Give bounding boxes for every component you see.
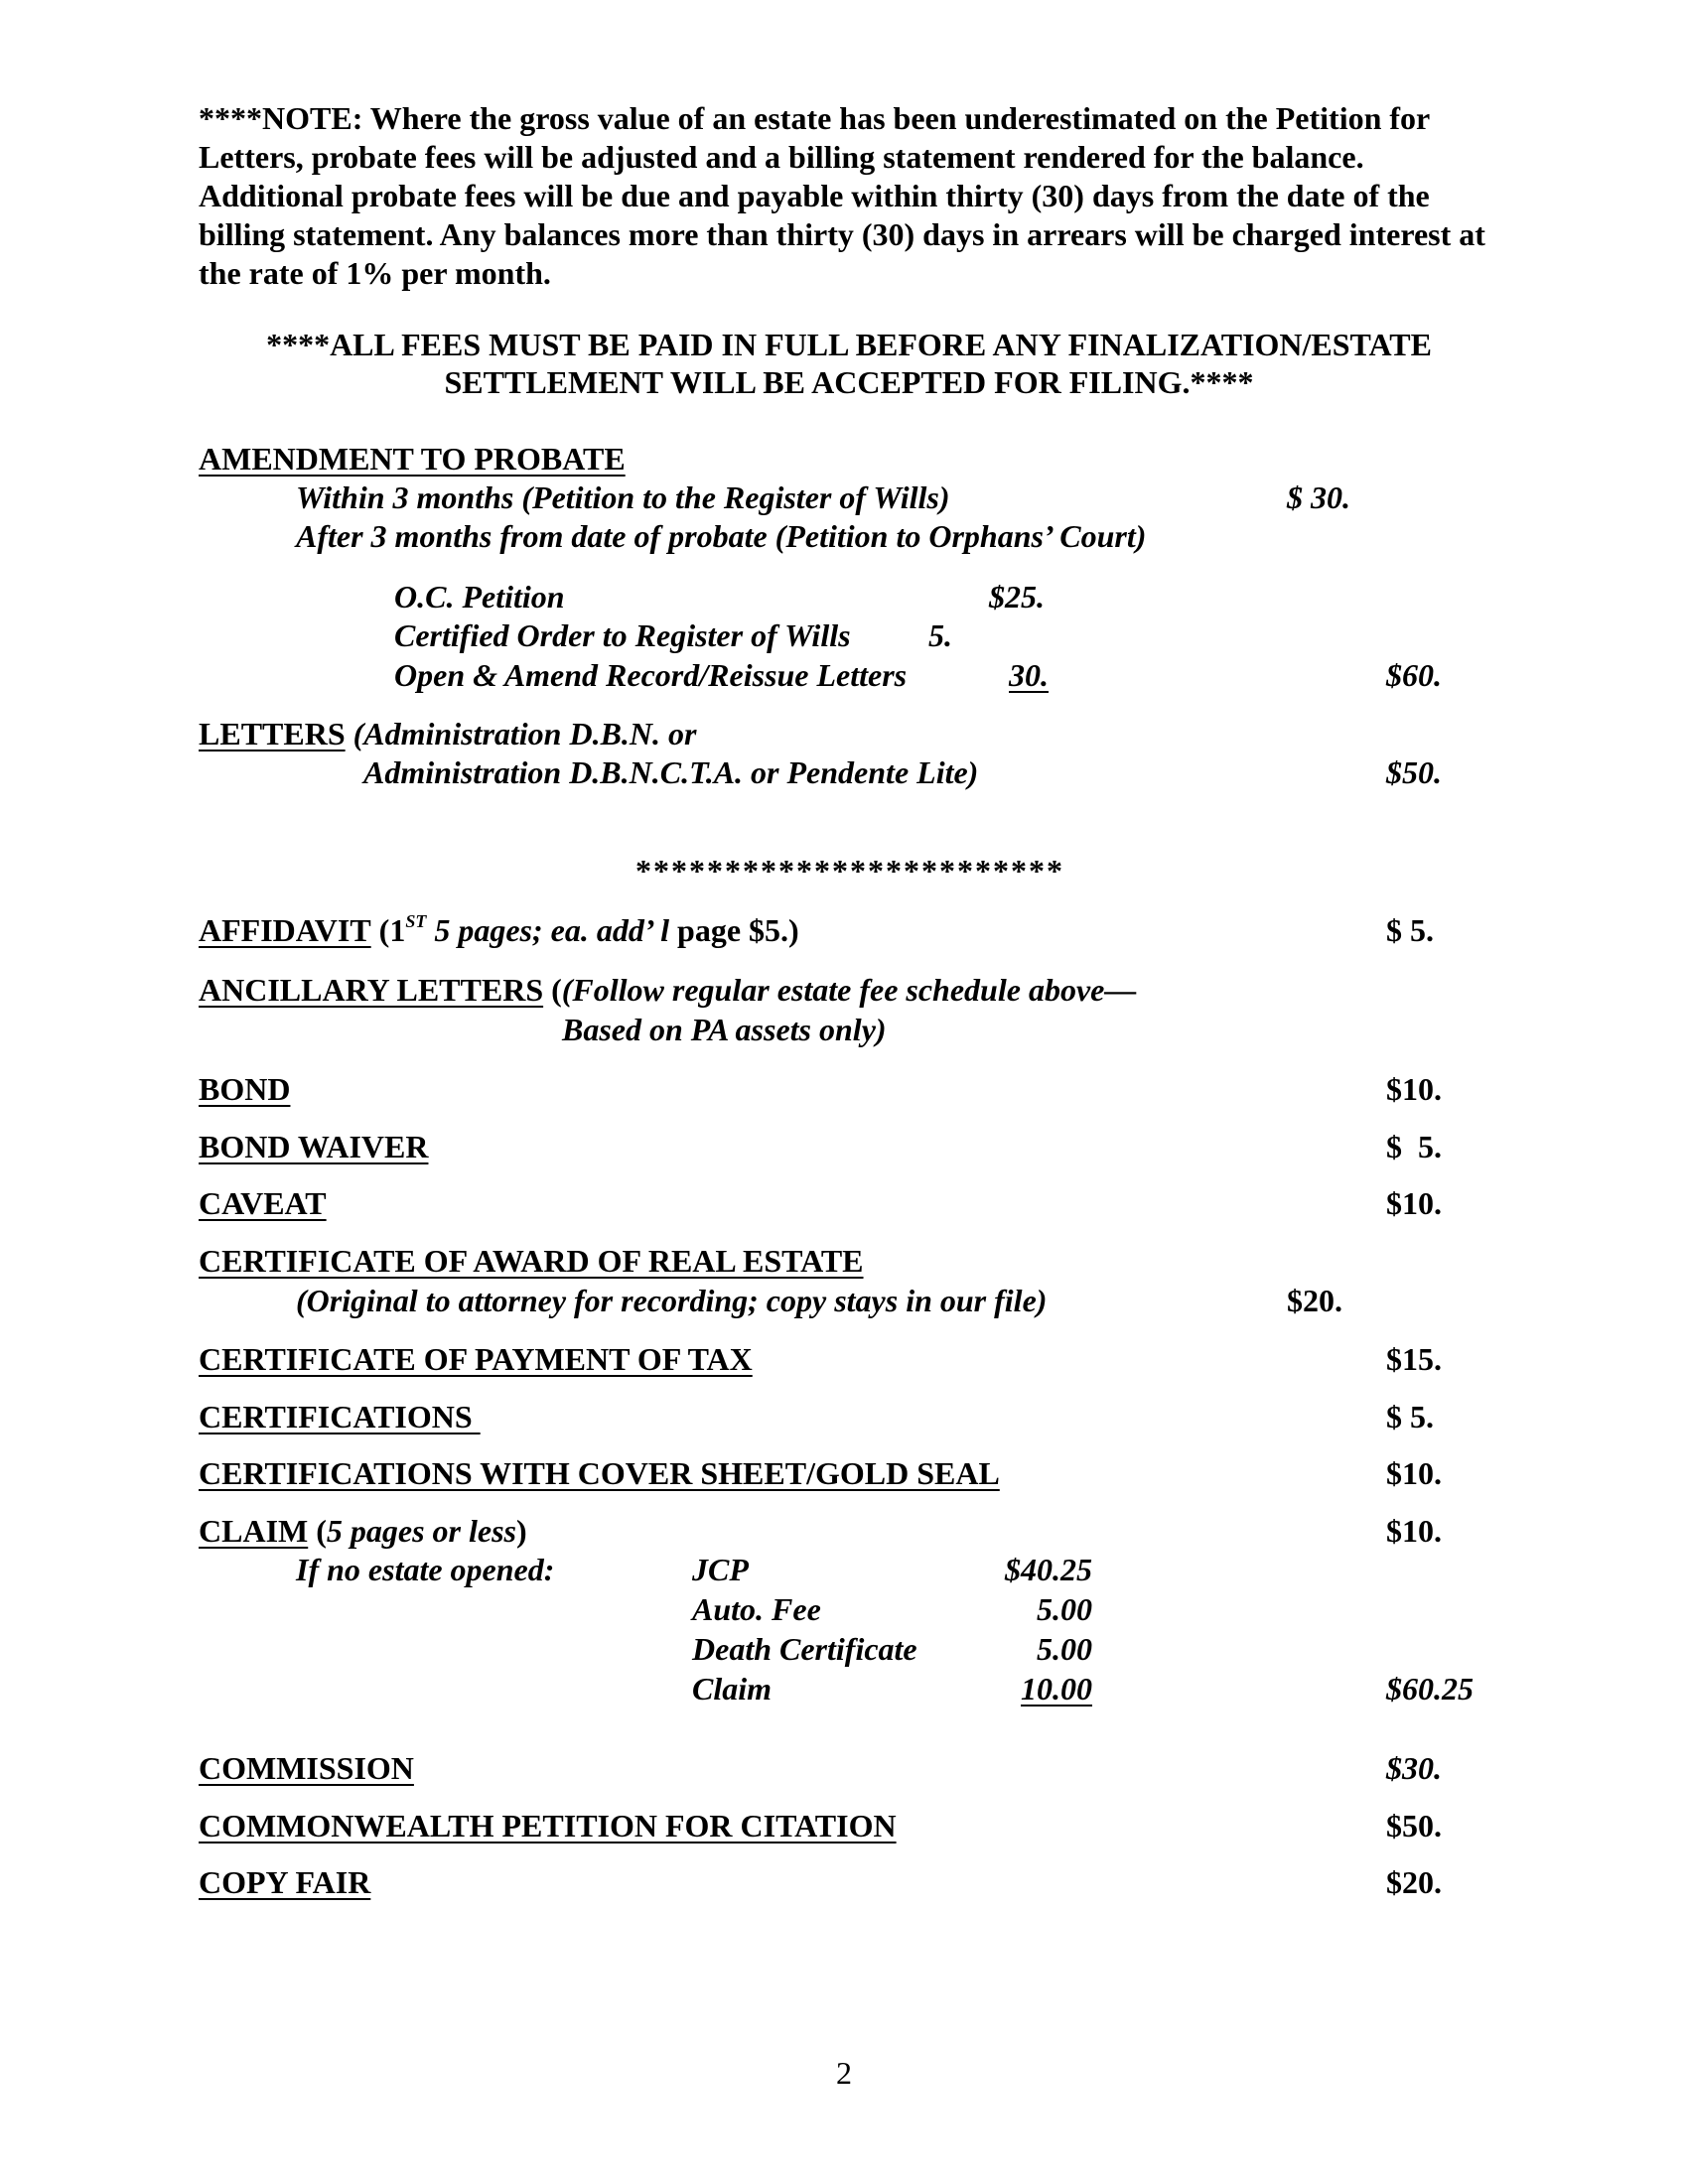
- commonwealth-petition-label: COMMONWEALTH PETITION FOR CITATION: [199, 1808, 897, 1843]
- ancillary-line-2: Based on PA assets only): [562, 1012, 887, 1047]
- fees-notice-line-2: SETTLEMENT WILL BE ACCEPTED FOR FILING.****: [444, 364, 1254, 400]
- claim-jcp-label: JCP: [692, 1552, 749, 1587]
- amendment-after: After 3 months from date of probate (Petition to Orphans’ Court): [296, 518, 1147, 554]
- affidavit-heading: AFFIDAVIT: [199, 912, 371, 948]
- commission-fee: $30.: [1386, 1750, 1442, 1786]
- claim-claim-amount: [933, 1669, 1092, 1708]
- caveat-fee: $10.: [1386, 1185, 1442, 1221]
- ancillary-paren: (: [551, 972, 562, 1008]
- claim-paren-close: ): [515, 1513, 527, 1549]
- amendment-heading: AMENDMENT TO PROBATE: [199, 441, 626, 477]
- certifications-gold-seal-fee: $10.: [1386, 1455, 1442, 1491]
- bond-fee: $10.: [1386, 1071, 1442, 1107]
- certificate-payment-fee: $15.: [1386, 1341, 1442, 1377]
- certified-order-amount: 5.: [928, 617, 952, 653]
- asterisk-separator: ************************: [635, 853, 1064, 888]
- claim-paren-text: 5 pages or less: [326, 1513, 516, 1549]
- copy-fair-fee: $20.: [1386, 1864, 1442, 1900]
- certificate-award-fee: $20.: [1287, 1283, 1342, 1318]
- claim-fee: $10.: [1386, 1513, 1442, 1549]
- ancillary-line-1: (Follow regular estate fee schedule above—: [561, 972, 1137, 1008]
- ancillary-row: [199, 970, 1136, 1010]
- bond-label: BOND: [199, 1071, 291, 1107]
- affidavit-fee: $ 5.: [1386, 912, 1434, 948]
- amendment-total: $60.: [1386, 657, 1442, 693]
- claim-jcp-amount: $40.25: [1005, 1552, 1092, 1587]
- affidavit-page-fee: page $5.): [669, 912, 799, 948]
- affidavit-paren-open: (1: [378, 912, 406, 948]
- caveat-label: CAVEAT: [199, 1185, 327, 1221]
- fees-notice-line-1: ****ALL FEES MUST BE PAID IN FULL BEFORE ANY FINALIZATION/ESTATE: [266, 327, 1432, 362]
- ancillary-heading: ANCILLARY LETTERS: [199, 972, 544, 1008]
- claim-row: [199, 1511, 527, 1551]
- claim-if-no-estate: If no estate opened:: [296, 1552, 555, 1587]
- certificate-award-heading: CERTIFICATE OF AWARD OF REAL ESTATE: [199, 1243, 864, 1279]
- certifications-fee: $ 5.: [1386, 1399, 1434, 1434]
- claim-auto-fee-amount: 5.00: [1037, 1591, 1092, 1627]
- claim-death-certificate-label: Death Certificate: [692, 1631, 917, 1667]
- page-number: 2: [836, 2055, 852, 2091]
- claim-claim-label: Claim: [692, 1671, 773, 1706]
- amendment-within-fee: $ 30.: [1287, 479, 1350, 515]
- open-amend-label: Open & Amend Record/Reissue Letters: [394, 657, 908, 693]
- copy-fair-label: COPY FAIR: [199, 1864, 371, 1900]
- certificate-award-sub: (Original to attorney for recording; copy stays in our file): [296, 1283, 1048, 1318]
- letters-row: [199, 714, 696, 753]
- certificate-payment-label: CERTIFICATE OF PAYMENT OF TAX: [199, 1341, 753, 1377]
- claim-heading: CLAIM: [199, 1513, 309, 1549]
- affidavit-pages: 5 pages; ea. add’ l: [426, 912, 670, 948]
- claim-paren-open: (: [316, 1513, 327, 1549]
- commission-label: COMMISSION: [199, 1750, 414, 1786]
- certifications-label: CERTIFICATIONS: [199, 1399, 481, 1434]
- certifications-gold-seal-label: CERTIFICATIONS WITH COVER SHEET/GOLD SEAL: [199, 1455, 1000, 1491]
- certified-order-label: Certified Order to Register of Wills: [394, 617, 851, 653]
- letters-line-2: Administration D.B.N.C.T.A. or Pendente Lite): [363, 754, 979, 790]
- letters-fee: $50.: [1386, 754, 1442, 790]
- amendment-within: Within 3 months (Petition to the Register of Wills): [296, 479, 950, 515]
- oc-petition-amount: $25.: [989, 579, 1045, 614]
- note-paragraph: ****NOTE: Where the gross value of an estate has been underestimated on the Petition for Letters, probate fees will be adjusted and a billing statement rendered for the balance. Additional probate fees will be due and payable within thirty (30) days from the date of the billing statement. Any balances more than thirty (30) days in arrears will be charged interest at the rate of 1% per month.: [199, 100, 1485, 291]
- letters-line-1: (Administration D.B.N. or: [352, 716, 697, 751]
- claim-death-certificate-amount: 5.00: [1037, 1631, 1092, 1667]
- claim-total: $60.25: [1386, 1671, 1474, 1706]
- bond-waiver-fee: $ 5.: [1386, 1129, 1442, 1164]
- affidavit-superscript: ST: [405, 911, 427, 931]
- oc-petition-label: O.C. Petition: [394, 579, 565, 614]
- commonwealth-petition-fee: $50.: [1386, 1808, 1442, 1843]
- affidavit-row: [199, 910, 799, 950]
- open-amend-amount: 30.: [1009, 657, 1049, 693]
- bond-waiver-label: BOND WAIVER: [199, 1129, 429, 1164]
- claim-claim-amount-value: 10.00: [1021, 1671, 1092, 1706]
- claim-auto-fee-label: Auto. Fee: [692, 1591, 821, 1627]
- letters-heading: LETTERS: [199, 716, 346, 751]
